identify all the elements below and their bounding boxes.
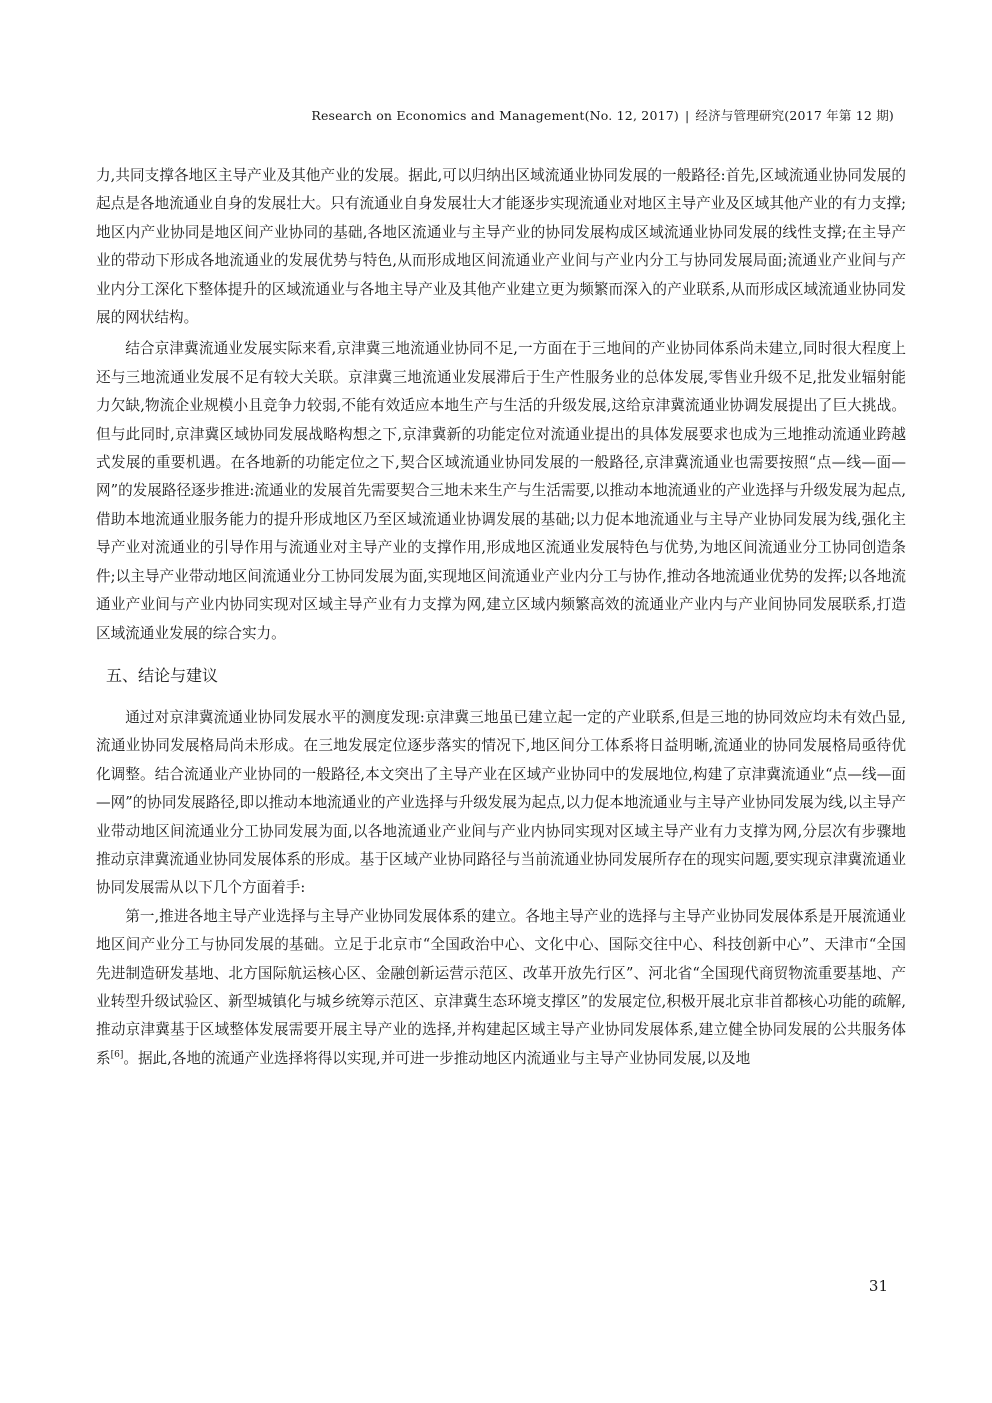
recommendation-tail: 。据此,各地的流通产业选择将得以实现,并可进一步推动地区内流通业与主导产业协同发展,以及地 <box>123 1049 751 1067</box>
recommendation-text: 第一,推进各地主导产业选择与主导产业协同发展体系的建立。各地主导产业的选择与主导产业协同发展体系是开展流通业地区间产业分工与协同发展的基础。立足于北京市“全国政治中心、文化中心、国际交往中心、科技创新中心”、天津市“全国先进制造研发基地、北方国际航运核心区、金融创新运营示范区、改革开放先行区”、河北省“全国现代商贸物流重要基地、产业转型升级试验区、新型城镇化与城乡统筹示范区、京津冀生态环境支撑区”的发展定位,积极开展北京非首都核心功能的疏解,推动京津冀基于区域整体发展需要开展主导产业的选择,并构建起区域主导产业协同发展体系,建立健全协同发展的公共服务体系 <box>96 907 906 1067</box>
paragraph-continued: 力,共同支撑各地区主导产业及其他产业的发展。据此,可以归纳出区域流通业协同发展的一般路径:首先,区域流通业协同发展的起点是各地流通业自身的发展壮大。只有流通业自身发展壮大才能逐步实现流通业对地区主导产业及区域其他产业的有力支撑;地区内产业协同是地区间产业协同的基础,各地区流通业与主导产业的协同发展构成区域流通业协同发展的线性支撑;在主导产业的带动下形成各地流通业的发展优势与特色,从而形成地区间流通业产业间与产业内分工与协同发展局面;流通业产业间与产业内分工深化下整体提升的区域流通业与各地主导产业及其他产业建立更为频繁而深入的产业联系,从而形成区域流通业协同发展的网状结构。 <box>96 167 906 327</box>
body-text <box>96 162 906 1073</box>
journal-title-en: Research on Economics and Management(No. 12, 2017) <box>311 108 679 123</box>
paragraph-jingjinji-path: 结合京津冀流通业发展实际来看,京津冀三地流通业协同不足,一方面在于三地间的产业协同体系尚未建立,同时很大程度上还与三地流通业发展不足有较大关联。京津冀三地流通业发展滞后于生产性服务业的总体发展,零售业升级不足,批发业辐射能力欠缺,物流企业规模小且竞争力较弱,不能有效适应本地生产与生活的升级发展,这给京津冀流通业协调发展提出了巨大挑战。但与此同时,京津冀区域协同发展战略构想之下,京津冀新的功能定位对流通业提出的具体发展要求也成为三地推动流通业跨越式发展的重要机遇。在各地新的功能定位之下,契合区域流通业协同发展的一般路径,京津冀流通业也需要按照“点—线—面—网”的发展路径逐步推进:流通业的发展首先需要契合三地未来生产与生活需要,以推动本地流通业的产业选择与升级发展为起点,借助本地流通业服务能力的提升形成地区乃至区域流通业协调发展的基础;以力促本地流通业与主导产业协同发展为线,强化主导产业对流通业的引导作用与流通业对主导产业的支撑作用,形成地区流通业发展特色与优势,为地区间流通业分工协同创造条件;以主导产业带动地区间流通业分工协同发展为面,实现地区间流通业产业内分工与协作,推动各地流通业优势的发挥;以各地流通业产业间与产业内协同实现对区域主导产业有力支撑为网,建立区域内频繁高效的流通业产业内与产业间协同发展联系,打造区域流通业发展的综合实力。 <box>96 340 906 642</box>
page-number: 31 <box>868 1277 888 1295</box>
paragraph-recommendation-1 <box>96 903 906 1073</box>
journal-title-cn: 经济与管理研究(2017 年第 12 期) <box>695 108 894 123</box>
header-separator: | <box>684 108 690 123</box>
paragraph-conclusion: 通过对京津冀流通业协同发展水平的测度发现:京津冀三地虽已建立起一定的产业联系,但是三地的协同效应均未有效凸显,流通业协同发展格局尚未形成。在三地发展定位逐步落实的情况下,地区间分工体系将日益明晰,流通业的协同发展格局亟待优化调整。结合流通业产业协同的一般路径,本文突出了主导产业在区域产业协同中的发展地位,构建了京津冀流通业“点—线—面—网”的协同发展路径,即以推动本地流通业的产业选择与升级发展为起点,以力促本地流通业与主导产业协同发展为线,以主导产业带动地区间流通业分工协同发展为面,以各地流通业产业间与产业内协同实现对区域主导产业有力支撑为网,分层次有步骤地推动京津冀流通业协同发展体系的形成。基于区域产业协同路径与当前流通业协同发展所存在的现实问题,要实现京津冀流通业协同发展需从以下几个方面着手: <box>96 708 906 897</box>
section-heading: 五、结论与建议 <box>106 665 219 685</box>
running-header <box>311 106 894 124</box>
citation-ref[interactable]: [6] <box>110 1049 124 1060</box>
